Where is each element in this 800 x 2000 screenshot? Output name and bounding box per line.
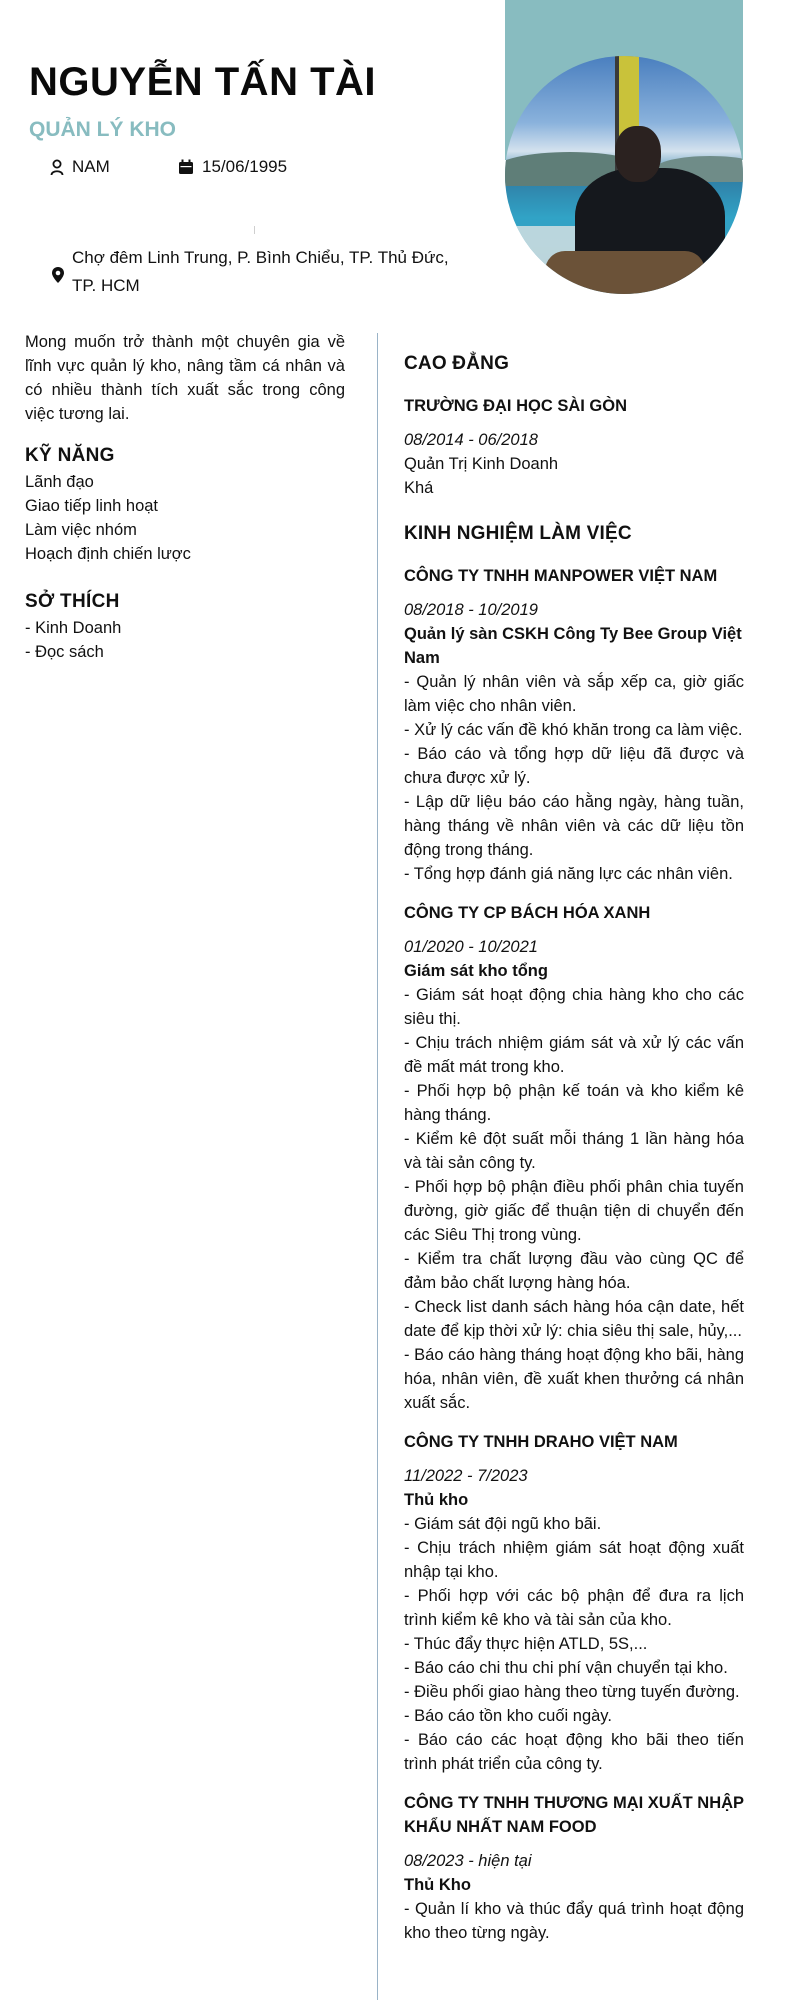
job-duty: - Quản lí kho và thúc đẩy quá trình hoạt động kho theo từng ngày. [404,1900,744,1942]
job-period: 11/2022 - 7/2023 [404,1467,528,1485]
skills-section [25,444,345,566]
photo-person-legs [545,251,705,294]
hobby-item: - Đọc sách [25,643,104,661]
education-period: 08/2014 - 06/2018 [404,431,538,449]
column-divider [377,333,378,2000]
school-name: TRƯỜNG ĐẠI HỌC SÀI GÒN [404,397,628,415]
job-duty: - Chịu trách nhiệm giám sát và xử lý các vấn đề mất mát trong kho. [404,1034,744,1076]
job-duty: - Giám sát đội ngũ kho bãi. [404,1515,602,1533]
job-duty: - Quản lý nhân viên và sắp xếp ca, giờ giấc làm việc cho nhân viên. [404,673,744,715]
hobbies-heading: SỞ THÍCH [25,591,120,612]
birthdate-value: 15/06/1995 [202,157,288,176]
education-grade: Khá [404,479,434,497]
job-duty: - Xử lý các vấn đề khó khăn trong ca làm việc. [404,721,743,739]
job-duty: - Thúc đẩy thực hiện ATLD, 5S,... [404,1635,648,1653]
job-duty: - Điều phối giao hàng theo từng tuyến đường. [404,1683,740,1701]
job-entry [404,901,744,1415]
hobbies-section [25,590,345,664]
birthdate-info [178,157,287,177]
candidate-name: NGUYỄN TẤN TÀI [29,60,376,104]
job-entry [404,564,744,886]
job-role: Giám sát kho tổng [404,962,548,980]
education-heading: CAO ĐẲNG [404,353,510,374]
calendar-icon [178,159,194,175]
skill-item: Giao tiếp linh hoạt [25,497,159,515]
job-duty: - Báo cáo và tổng hợp dữ liệu đã được và chưa được xử lý. [404,745,744,787]
skills-heading: KỸ NĂNG [25,445,115,466]
skill-item: Làm việc nhóm [25,521,137,539]
skill-item: Hoạch định chiến lược [25,545,191,563]
job-duty: - Báo cáo chi thu chi phí vận chuyển tại kho. [404,1659,728,1677]
job-period: 08/2023 - hiện tại [404,1852,532,1870]
profile-photo [505,56,743,294]
job-period: 01/2020 - 10/2021 [404,938,538,956]
job-duty: - Báo cáo tồn kho cuối ngày. [404,1707,612,1725]
job-entry [404,1430,744,1776]
job-role: Thủ Kho [404,1876,471,1894]
address-text: Chợ đêm Linh Trung, P. Bình Chiểu, TP. Thủ Đức, TP. HCM [72,248,449,295]
job-entry [404,1791,744,1945]
job-duty: - Phối hợp bộ phận kế toán và kho kiểm kê hàng tháng. [404,1082,744,1124]
gender-value: NAM [72,157,110,176]
job-role: Quản lý sàn CSKH Công Ty Bee Group Việt Nam [404,625,742,667]
job-duty: - Lập dữ liệu báo cáo hằng ngày, hàng tuần, hàng tháng về nhân viên và các dữ liệu tồn động trong tháng. [404,793,744,859]
job-duty: - Phối hợp bộ phận điều phối phân chia tuyến đường, giờ giấc để thuận tiện di chuyển đến các Siêu Thị trong vùng. [404,1178,744,1244]
job-duty: - Check list danh sách hàng hóa cận date, hết date để kịp thời xử lý: chia siêu thị sale, hủy,... [404,1298,744,1340]
job-duty: - Báo cáo hàng tháng hoạt động kho bãi, hàng hóa, nhân viên, đề xuất khen thưởng cá nhân xuất sắc. [404,1346,744,1412]
job-role: Thủ kho [404,1491,469,1509]
separator-tick [254,226,255,234]
job-company: CÔNG TY CP BÁCH HÓA XANH [404,904,651,922]
job-company: CÔNG TY TNHH MANPOWER VIỆT NAM [404,567,718,585]
job-duty: - Báo cáo các hoạt động kho bãi theo tiến trình phát triển của công ty. [404,1731,744,1773]
gender-info [50,157,110,177]
experience-heading: KINH NGHIỆM LÀM VIỆC [404,523,632,544]
job-duty: - Giám sát hoạt động chia hàng kho cho các siêu thị. [404,986,744,1028]
job-company: CÔNG TY TNHH THƯƠNG MẠI XUẤT NHẬP KHẨU NHẤT NAM FOOD [404,1794,744,1836]
person-icon [50,159,64,176]
right-column [404,352,744,1960]
career-objective: Mong muốn trở thành một chuyên gia về lĩnh vực quản lý kho, nâng tầm cá nhân và có nhiều thành tích xuất sắc trong công việc tương lai. [25,333,345,423]
candidate-position: QUẢN LÝ KHO [29,118,176,141]
job-duty: - Kiểm tra chất lượng đầu vào cùng QC để đảm bảo chất lượng hàng hóa. [404,1250,744,1292]
job-company: CÔNG TY TNHH DRAHO VIỆT NAM [404,1433,678,1451]
location-pin-icon [51,266,65,284]
job-duty: - Phối hợp với các bộ phận để đưa ra lịch trình kiểm kê kho và tài sản của kho. [404,1587,744,1629]
job-duty: - Tổng hợp đánh giá năng lực các nhân viên. [404,865,733,883]
photo-person-head [615,126,661,182]
job-period: 08/2018 - 10/2019 [404,601,538,619]
job-duty: - Chịu trách nhiệm giám sát hoạt động xuất nhập tại kho. [404,1539,744,1581]
skill-item: Lãnh đạo [25,473,94,491]
hobby-item: - Kinh Doanh [25,619,122,637]
left-column [25,330,345,688]
job-duty: - Kiểm kê đột suất mỗi tháng 1 lần hàng hóa và tài sản công ty. [404,1130,744,1172]
education-major: Quản Trị Kinh Doanh [404,455,559,473]
